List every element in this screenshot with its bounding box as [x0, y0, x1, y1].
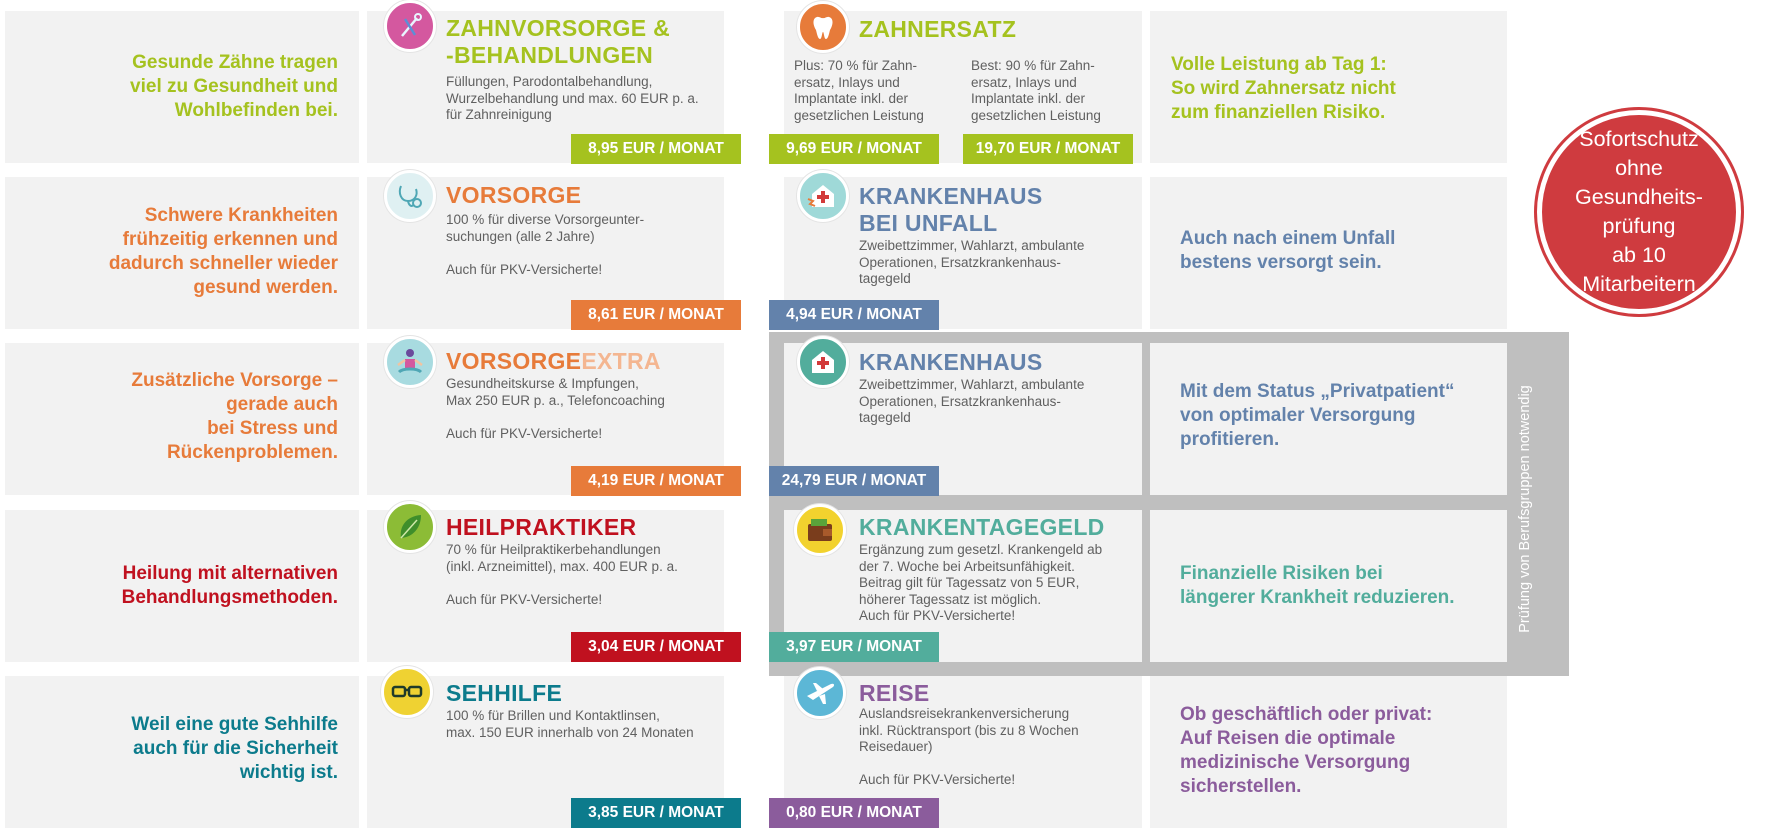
- price-tag-krankenhaus: 24,79 EUR / MONAT: [769, 466, 939, 496]
- vorsorge-extra-main: VORSORGE: [446, 348, 582, 374]
- product-desc-zahnvorsorge: Füllungen, Parodontalbehandlung, Wurzelbehandlung und max. 60 EUR p. a. für Zahnreinigung: [446, 74, 699, 122]
- product-title-krankenhaus: KRANKENHAUS: [859, 349, 1043, 375]
- price-tag-krankentagegeld: 3,97 EUR / MONAT: [769, 632, 939, 662]
- product-title-zahnvorsorge: ZAHNVORSORGE & -BEHANDLUNGEN: [446, 15, 670, 68]
- product-title-krankenhaus-unfall: KRANKENHAUS BEI UNFALL: [859, 183, 1043, 236]
- benefit-text-2: Auch nach einem Unfall bestens versorgt sein.: [1180, 228, 1396, 273]
- claim-text-3: Zusätzliche Vorsorge – gerade auch bei Stress und Rückenproblemen.: [131, 370, 338, 463]
- price-tag-zahnvorsorge: 8,95 EUR / MONAT: [571, 134, 741, 164]
- hospital-accident-icon: [797, 170, 849, 222]
- price-tag-reise: 0,80 EUR / MONAT: [769, 798, 939, 828]
- price-tag-zahnersatz-best: 19,70 EUR / MONAT: [963, 134, 1133, 164]
- price-tag-vorsorge-extra: 4,19 EUR / MONAT: [571, 466, 741, 496]
- band-label-text: Prüfung von Berufsgruppen notwendig: [1517, 385, 1533, 633]
- product-title-heilpraktiker: HEILPRAKTIKER: [446, 514, 637, 540]
- glasses-icon: [381, 666, 433, 718]
- product-desc-krankentagegeld: Ergänzung zum gesetzl. Krankengeld ab der 7. Woche bei Arbeitsunfähigkeit. Beitrag gilt für Tagessatz von 5 EUR, höherer Tagessatz ist möglich. Auch für PKV-Versicherte!: [859, 542, 1103, 623]
- product-desc-vorsorge: 100 % für diverse Vorsorgeunter- suchungen (alle 2 Jahre) Auch für PKV-Versicherte!: [446, 212, 645, 277]
- benefit-text-1: Volle Leistung ab Tag 1: So wird Zahnersatz nicht zum finanziellen Risiko.: [1171, 54, 1396, 123]
- benefit-text-4: Finanzielle Risiken bei längerer Krankheit reduzieren.: [1180, 563, 1455, 608]
- product-title-krankentagegeld: KRANKENTAGEGELD: [859, 514, 1105, 540]
- tooth-icon: [797, 1, 849, 53]
- badge-text: Sofortschutz ohne Gesundheits- prüfung ab 10 Mitarbeitern: [1575, 127, 1703, 296]
- product-desc-vorsorge-extra: Gesundheitskurse & Impfungen, Max 250 EUR p. a., Telefoncoaching Auch für PKV-Versicherte!: [446, 376, 665, 441]
- vorsorge-extra-suffix: EXTRA: [581, 348, 661, 374]
- product-desc-heilpraktiker: 70 % für Heilpraktikerbehandlungen (inkl. Arzneimittel), max. 400 EUR p. a. Auch für PKV-Versicherte!: [446, 542, 678, 607]
- product-desc-krankenhaus-unfall: Zweibettzimmer, Wahlarzt, ambulante Operationen, Ersatzkrankenhaus- tagegeld: [859, 238, 1085, 286]
- product-desc-sehhilfe: 100 % für Brillen und Kontaktlinsen, max. 150 EUR innerhalb von 24 Monaten: [446, 708, 694, 740]
- stethoscope-icon: [384, 170, 436, 222]
- product-title-zahnersatz: ZAHNERSATZ: [859, 16, 1017, 42]
- product-title-vorsorge: VORSORGE: [446, 182, 582, 208]
- price-tag-heilpraktiker: 3,04 EUR / MONAT: [571, 632, 741, 662]
- price-tag-zahnersatz-plus: 9,69 EUR / MONAT: [769, 134, 939, 164]
- price-tag-krankenhaus-unfall: 4,94 EUR / MONAT: [769, 300, 939, 330]
- hospital-icon: [797, 336, 849, 388]
- sofortschutz-badge: [1537, 110, 1741, 314]
- benefit-text-3: Mit dem Status „Privatpatient“ von optimaler Versorgung profitieren.: [1180, 381, 1455, 450]
- product-desc-zahnersatz-best: Best: 90 % für Zahn- ersatz, Inlays und Implantate inkl. der gesetzlichen Leistung: [971, 58, 1101, 123]
- product-desc-krankenhaus: Zweibettzimmer, Wahlarzt, ambulante Operationen, Ersatzkrankenhaus- tagegeld: [859, 377, 1085, 425]
- price-tag-sehhilfe: 3,85 EUR / MONAT: [571, 798, 741, 828]
- price-tag-vorsorge: 8,61 EUR / MONAT: [571, 300, 741, 330]
- product-title-sehhilfe: SEHHILFE: [446, 680, 563, 706]
- product-desc-zahnersatz-plus: Plus: 70 % für Zahn- ersatz, Inlays und Implantate inkl. der gesetzlichen Leistung: [794, 58, 924, 123]
- airplane-icon: [794, 667, 846, 719]
- dental-tools-icon: [384, 0, 436, 52]
- claim-text-2: Schwere Krankheiten frühzeitig erkennen und dadurch schneller wieder gesund werden.: [108, 205, 338, 298]
- product-title-vorsorge-extra: [446, 348, 661, 375]
- wallet-icon: [794, 504, 846, 556]
- claim-text-4: Heilung mit alternativen Behandlungsmethoden.: [121, 563, 338, 608]
- benefit-text-5: Ob geschäftlich oder privat: Auf Reisen die optimale medizinische Versorgung sicherstellen.: [1180, 704, 1433, 797]
- product-desc-reise: Auslandsreisekrankenversicherung inkl. Rücktransport (bis zu 8 Wochen Reisedauer) Auch für PKV-Versicherte!: [859, 706, 1079, 787]
- claim-text-1: Gesunde Zähne tragen viel zu Gesundheit und Wohlbefinden bei.: [130, 52, 338, 121]
- claim-text-5: Weil eine gute Sehhilfe auch für die Sicherheit wichtig ist.: [131, 714, 338, 783]
- health-check-band-label: [1510, 354, 1540, 664]
- meditation-icon: [384, 336, 436, 388]
- product-title-reise: REISE: [859, 680, 930, 706]
- leaf-icon: [384, 501, 436, 553]
